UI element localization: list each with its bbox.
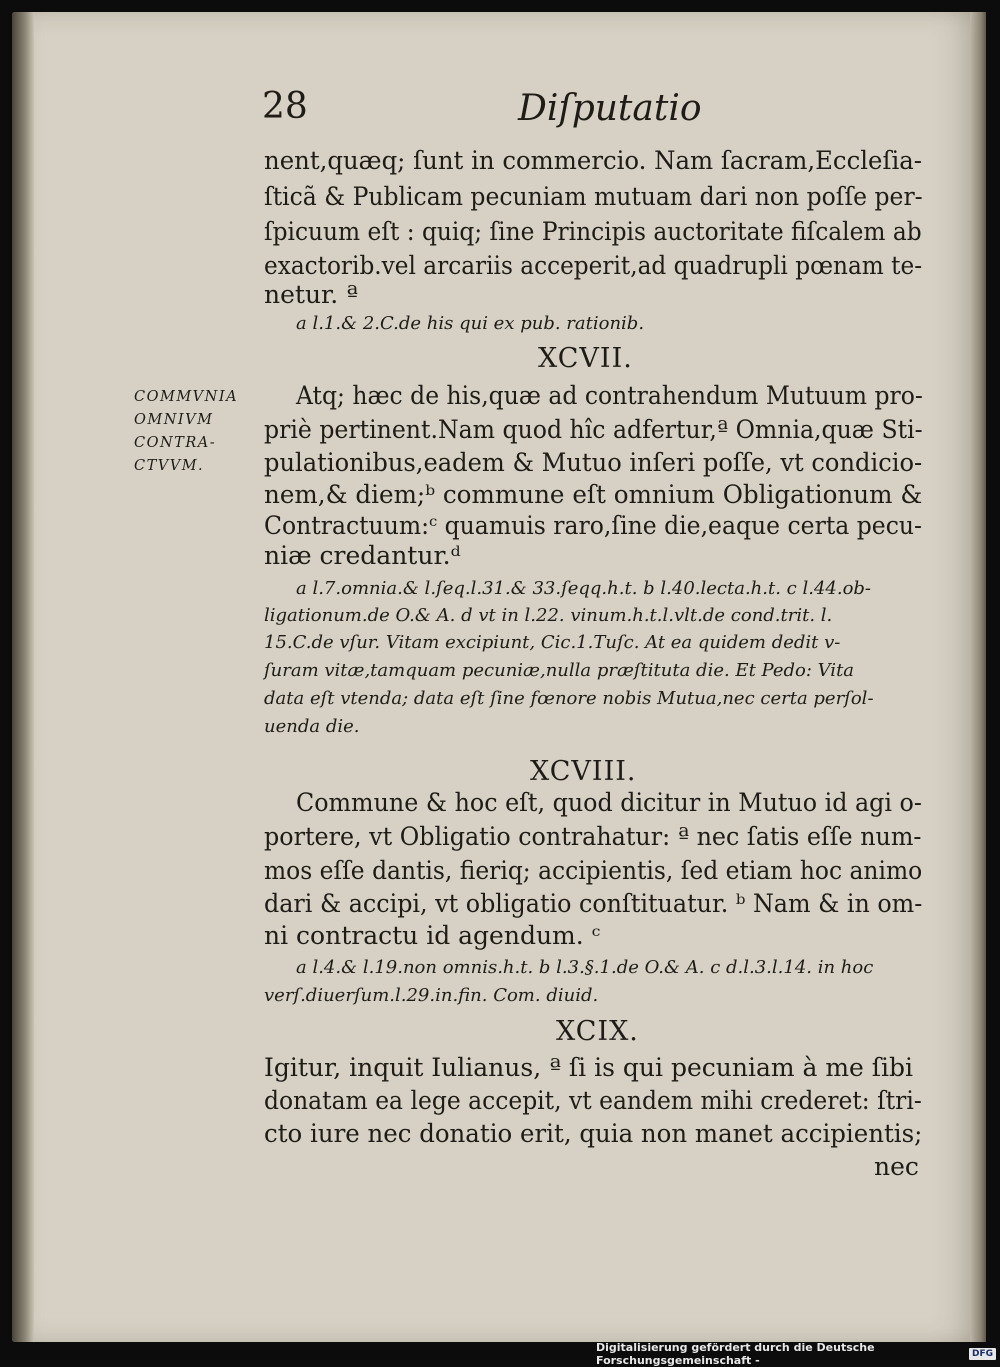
text-line: dari & accipi, vt obligatio conſtituatur. ᵇ Nam & in om-	[264, 889, 923, 918]
section-heading-99: XCIX.	[556, 1016, 639, 1047]
text-line: portere, vt Obligatio contrahatur: ª nec ſatis eſſe num-	[264, 822, 922, 851]
text-line: Igitur, inquit Iulianus, ª ſi is qui pecuniam à me ſibi	[264, 1053, 914, 1082]
margin-note-line: OMNIVM	[134, 412, 214, 428]
footnote-line: data eſt vtenda; data eſt ſine fœnore nobis Mutua,nec certa perſol-	[264, 688, 874, 709]
text-line: netur. ª	[264, 280, 359, 309]
margin-note-line: COMMVNIA	[134, 389, 239, 405]
text-line: priè pertinent.Nam quod hîc adfertur,ª Omnia,quæ Sti-	[264, 415, 923, 444]
section-heading-98: XCVIII.	[530, 756, 637, 787]
footnote-line: a l.1.& 2.C.de his qui ex pub. rationib.	[296, 313, 645, 334]
dfg-logo: DFG	[969, 1348, 996, 1360]
digitization-credit	[596, 1342, 1000, 1366]
text-line: Contractuum:ᶜ quamuis raro,ſine die,eaque certa pecu-	[264, 511, 922, 540]
text-line: mos eſſe dantis, fieriq; accipientis, ſed etiam hoc animo	[264, 856, 923, 885]
text-line: nem,& diem;ᵇ commune eſt omnium Obligationum &	[264, 480, 923, 509]
text-line: cto iure nec donatio erit, quia non manet accipientis;	[264, 1119, 923, 1148]
credit-text: Digitalisierung gefördert durch die Deutsche Forschungsgemeinschaft -	[596, 1341, 875, 1367]
margin-note-line: CTVVM.	[134, 458, 205, 474]
book-spine	[12, 12, 34, 1342]
running-head: Diſputatio	[518, 88, 702, 129]
text-line: nent,quæq; ſunt in commercio. Nam ſacram,Eccleſia-	[264, 146, 923, 175]
text-line: Commune & hoc eſt, quod dicitur in Mutuo id agi o-	[296, 788, 922, 817]
text-line: ſticã & Publicam pecuniam mutuam dari non poſſe per-	[264, 182, 923, 211]
text-line: exactorib.vel arcariis acceperit,ad quadrupli pœnam te-	[264, 251, 923, 280]
text-line: niæ credantur.ᵈ	[264, 541, 461, 570]
page-edge	[970, 12, 986, 1342]
section-heading-97: XCVII.	[538, 343, 633, 374]
footnote-line: 15.C.de vſur. Vitam excipiunt, Cic.1.Tuſc. At ea quidem dedit v-	[264, 632, 841, 653]
footnote-line: ligationum.de O.& A. d vt in l.22. vinum.h.t.l.vlt.de cond.trit. l.	[264, 605, 833, 626]
margin-note-line: CONTRA-	[134, 435, 217, 451]
text-line: ſpicuum eſt : quiq; ſine Principis auctoritate fiſcalem ab	[264, 217, 922, 246]
footnote-line: verſ.diuerſum.l.29.in.fin. Com. diuid.	[264, 985, 599, 1006]
text-line: donatam ea lege accepit, vt eandem mihi crederet: ſtri-	[264, 1086, 922, 1115]
footnote-line: uenda die.	[264, 716, 360, 737]
footnote-line: a l.4.& l.19.non omnis.h.t. b l.3.§.1.de O.& A. c d.l.3.l.14. in hoc	[296, 957, 874, 978]
text-line: Atq; hæc de his,quæ ad contrahendum Mutuum pro-	[296, 381, 923, 410]
page-number: 28	[262, 86, 308, 127]
catchword: nec	[874, 1152, 919, 1181]
footnote-line: ſuram vitæ,tamquam pecuniæ,nulla præſtituta die. Et Pedo: Vita	[264, 660, 855, 681]
text-line: ni contractu id agendum. ᶜ	[264, 921, 601, 950]
text-line: pulationibus,eadem & Mutuo inſeri poſſe, vt condicio-	[264, 448, 923, 477]
footnote-line: a l.7.omnia.& l.ſeq.l.31.& 33.ſeqq.h.t. b l.40.lecta.h.t. c l.44.ob-	[296, 578, 872, 599]
